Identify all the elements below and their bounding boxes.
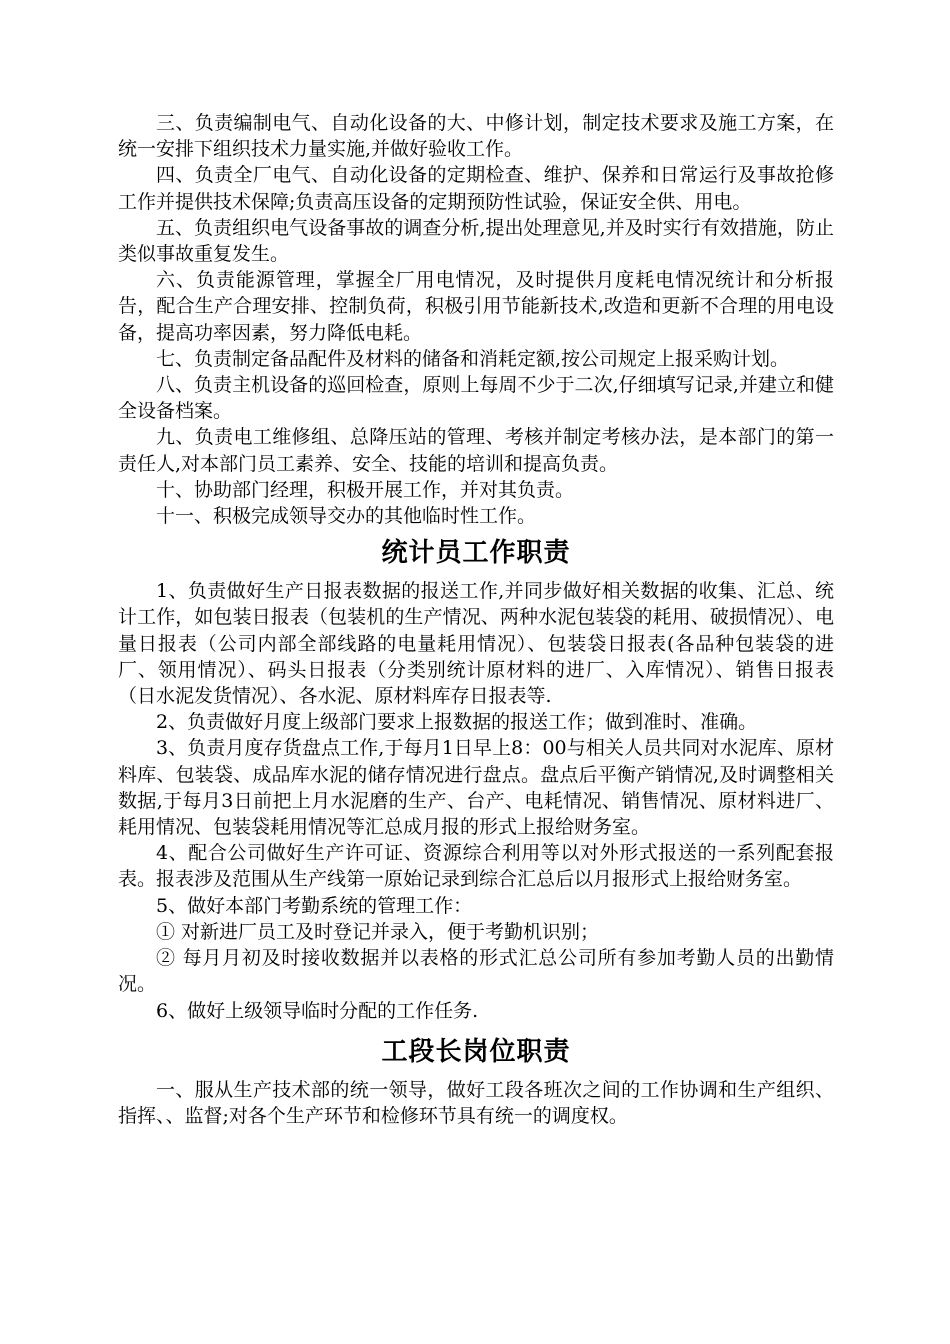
stat-duty-2: 2、负责做好月度上级部门要求上报数据的报送工作；做到准时、准确。 [156, 711, 758, 734]
stat-duty-1: 1、负责做好生产日报表数据的报送工作,并同步做好相关数据的收集、汇总、统计工作，如包装日报表（包装机的生产情况、两种水泥包装袋的耗用、破损情况）、电量日报表（公司内部全部线路的电量耗用情况）、包装袋日报表(各品种包装袋的进厂、领用情况）、码头日报表（分类别统计原材料的进厂、入库情况）、销售日报表（日水泥发货情况）、各水泥、原材料库存日报表等. [118, 580, 834, 708]
statistician-section [118, 533, 834, 1023]
stat-duty-5-sub-2: ② 每月月初及时接收数据并以表格的形式汇总公司所有参加考勤人员的出勤情况。 [118, 947, 834, 996]
duty-item-7: 七、负责制定备品配件及材料的储备和消耗定额,按公司规定上报采购计划。 [156, 347, 790, 370]
duty-item-4: 四、负责全厂电气、自动化设备的定期检查、维护、保养和日常运行及事故抢修工作并提供技术保障;负责高压设备的定期预防性试验，保证安全供、用电。 [118, 164, 834, 213]
duty-item-3: 三、负责编制电气、自动化设备的大、中修计划，制定技术要求及施工方案，在统一安排下组织技术力量实施,并做好验收工作。 [118, 112, 834, 161]
document-page [118, 110, 834, 1129]
section-leader-section [118, 1032, 834, 1129]
duty-item-11: 十一、积极完成领导交办的其他临时性工作。 [156, 505, 537, 528]
duty-item-9: 九、负责电工维修组、总降压站的管理、考核并制定考核办法，是本部门的第一责任人,对本部门员工素养、安全、技能的培训和提高负责。 [118, 426, 834, 475]
duty-item-6: 六、负责能源管理，掌握全厂用电情况，及时提供月度耗电情况统计和分析报告，配合生产合理安排、控制负荷，积极引用节能新技术,改造和更新不合理的用电设备，提高功率因素，努力降低电耗。 [118, 269, 834, 344]
duty-item-5: 五、负责组织电气设备事故的调查分析,提出处理意见,并及时实行有效措施，防止类似事故重复发生。 [118, 216, 834, 266]
stat-duty-5: 5、做好本部门考勤系统的管理工作： [156, 894, 473, 917]
leader-duty-1: 一、服从生产技术部的统一领导，做好工段各班次之间的工作协调和生产组织、指挥、、监督;对各个生产环节和检修环节具有统一的调度权。 [118, 1078, 834, 1127]
previous-section [118, 110, 834, 529]
stat-duty-5-sub-1: ① 对新进厂员工及时登记并录入，便于考勤机识别； [156, 920, 600, 943]
stat-duty-4: 4、配合公司做好生产许可证、资源综合利用等以对外形式报送的一系列配套报表。报表涉及范围从生产线第一原始记录到综合汇总后以月报形式上报给财务室。 [118, 842, 834, 891]
statistician-title: 统计员工作职责 [381, 538, 571, 569]
duty-item-10: 十、协助部门经理，积极开展工作，并对其负责。 [156, 478, 575, 501]
stat-duty-3: 3、负责月度存货盘点工作,于每月1日早上8：00与相关人员共同对水泥库、原材料库、包装袋、成品库水泥的储存情况进行盘点。盘点后平衡产销情况,及时调整相关数据,于每月3日前把上月水泥磨的生产、台产、电耗情况、销售情况、原材料进厂、耗用情况、包装袋耗用情况等汇总成月报的形式上报给财务室。 [118, 737, 834, 839]
duty-item-8: 八、负责主机设备的巡回检查，原则上每周不少于二次,仔细填写记录,并建立和健全设备档案。 [118, 374, 834, 423]
section-leader-title: 工段长岗位职责 [381, 1036, 571, 1067]
stat-duty-6: 6、做好上级领导临时分配的工作任务. [156, 999, 479, 1022]
